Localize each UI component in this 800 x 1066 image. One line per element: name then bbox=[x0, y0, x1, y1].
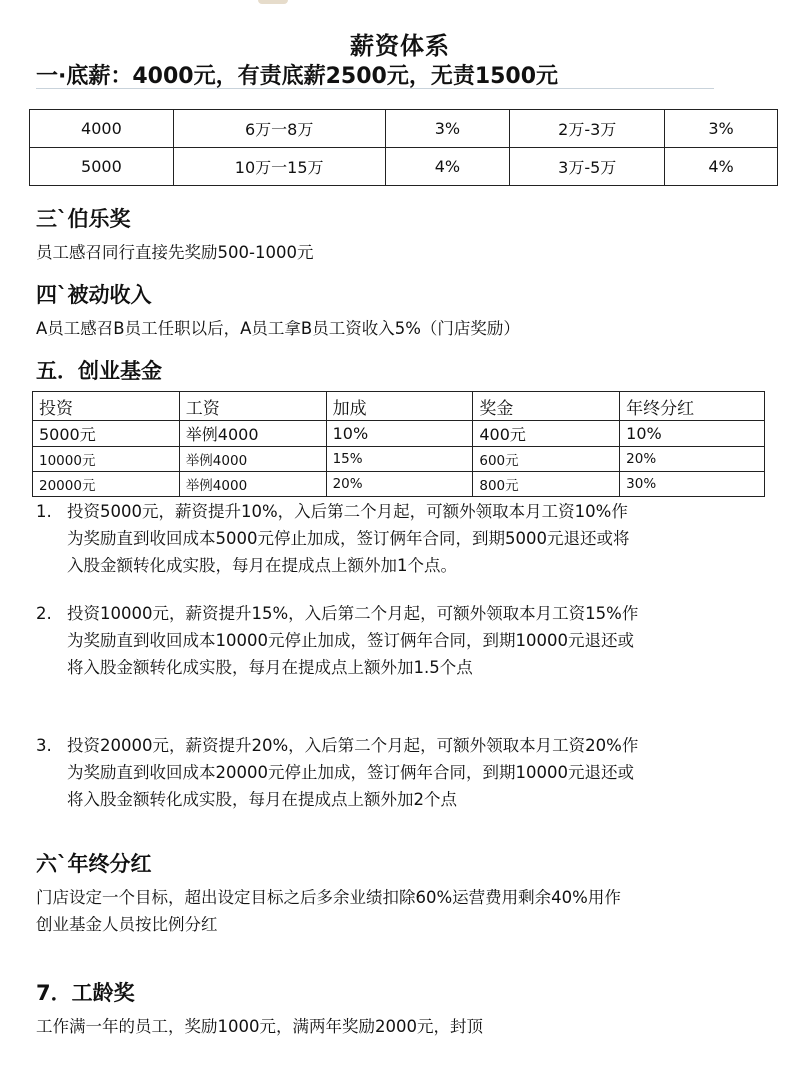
list-item bbox=[36, 498, 776, 579]
table-cell: 举例4000 bbox=[179, 472, 326, 497]
paragraph-line: 门店设定一个目标，超出设定目标之后多余业绩扣除60%运营费用剩余40%用作 bbox=[36, 888, 621, 907]
section-seniority-award-text: 工作满一年的员工，奖励1000元，满两年奖励2000元，封顶 bbox=[36, 1017, 483, 1036]
table-cell: 600元 bbox=[473, 447, 620, 472]
table-header-row bbox=[33, 392, 765, 421]
table-cell: 举例4000 bbox=[179, 447, 326, 472]
table-cell: 10000元 bbox=[33, 447, 180, 472]
table-row bbox=[33, 447, 765, 472]
table-cell: 6万一8万 bbox=[173, 110, 385, 148]
section-year-end-dividend-heading: 六`年终分红 bbox=[36, 852, 152, 876]
section-base-salary-heading: 一·底薪：4000元，有责底薪2500元，无责1500元 bbox=[36, 64, 559, 89]
table-cell: 800元 bbox=[473, 472, 620, 497]
column-header: 工资 bbox=[179, 392, 326, 421]
top-decoration bbox=[258, 0, 288, 4]
section-seniority-award-heading: 7．工龄奖 bbox=[36, 981, 135, 1005]
section-referral-heading: 三`伯乐奖 bbox=[36, 207, 131, 231]
column-header: 投资 bbox=[33, 392, 180, 421]
table-row bbox=[30, 148, 778, 186]
list-item bbox=[36, 732, 776, 813]
table-cell: 30% bbox=[620, 472, 765, 497]
list-line: 将入股金额转化成实股，每月在提成点上额外加1.5个点 bbox=[67, 658, 473, 677]
list-item bbox=[36, 600, 776, 681]
table-row bbox=[30, 110, 778, 148]
heading-underline bbox=[36, 88, 714, 89]
table-cell: 20% bbox=[620, 447, 765, 472]
paragraph-line: 创业基金人员按比例分红 bbox=[36, 915, 218, 934]
list-line: 入股金额转化成实股，每月在提成点上额外加1个点。 bbox=[67, 556, 457, 575]
table-cell: 10% bbox=[620, 421, 765, 447]
table-cell: 5000元 bbox=[33, 421, 180, 447]
column-header: 奖金 bbox=[473, 392, 620, 421]
section-startup-fund-heading: 五．创业基金 bbox=[36, 359, 162, 383]
table-cell: 20% bbox=[326, 472, 473, 497]
section-year-end-dividend-text bbox=[36, 884, 776, 938]
table-cell: 10% bbox=[326, 421, 473, 447]
table-cell: 15% bbox=[326, 447, 473, 472]
table-cell: 2万-3万 bbox=[510, 110, 665, 148]
commission-table bbox=[29, 109, 778, 186]
table-cell: 3% bbox=[665, 110, 778, 148]
table-row bbox=[33, 421, 765, 447]
startup-fund-table bbox=[32, 391, 765, 497]
list-number: 2. bbox=[36, 604, 52, 623]
table-cell: 举例4000 bbox=[179, 421, 326, 447]
table-cell: 5000 bbox=[30, 148, 174, 186]
list-number: 3. bbox=[36, 736, 52, 755]
document-title: 薪资体系 bbox=[350, 32, 450, 60]
column-header: 年终分红 bbox=[620, 392, 765, 421]
table-cell: 4% bbox=[665, 148, 778, 186]
list-line: 投资20000元，薪资提升20%，入后第二个月起，可额外领取本月工资20%作 bbox=[67, 736, 639, 755]
column-header: 加成 bbox=[326, 392, 473, 421]
list-line: 为奖励直到收回成本20000元停止加成，签订俩年合同，到期10000元退还或 bbox=[67, 763, 634, 782]
table-cell: 400元 bbox=[473, 421, 620, 447]
table-cell: 10万一15万 bbox=[173, 148, 385, 186]
list-line: 将入股金额转化成实股，每月在提成点上额外加2个点 bbox=[67, 790, 457, 809]
list-line: 投资10000元，薪资提升15%，入后第二个月起，可额外领取本月工资15%作 bbox=[67, 604, 639, 623]
list-line: 为奖励直到收回成本5000元停止加成，签订俩年合同，到期5000元退还或将 bbox=[67, 529, 630, 548]
section-passive-income-heading: 四`被动收入 bbox=[36, 283, 152, 307]
table-cell: 4% bbox=[385, 148, 510, 186]
section-passive-income-text: A员工感召B员工任职以后，A员工拿B员工资收入5%（门店奖励） bbox=[36, 319, 520, 338]
table-cell: 20000元 bbox=[33, 472, 180, 497]
table-cell: 3万-5万 bbox=[510, 148, 665, 186]
table-cell: 3% bbox=[385, 110, 510, 148]
list-line: 为奖励直到收回成本10000元停止加成，签订俩年合同，到期10000元退还或 bbox=[67, 631, 634, 650]
list-number: 1. bbox=[36, 502, 52, 521]
section-referral-text: 员工感召同行直接先奖励500-1000元 bbox=[36, 243, 314, 262]
table-row bbox=[33, 472, 765, 497]
list-line: 投资5000元，薪资提升10%，入后第二个月起，可额外领取本月工资10%作 bbox=[67, 502, 628, 521]
table-cell: 4000 bbox=[30, 110, 174, 148]
